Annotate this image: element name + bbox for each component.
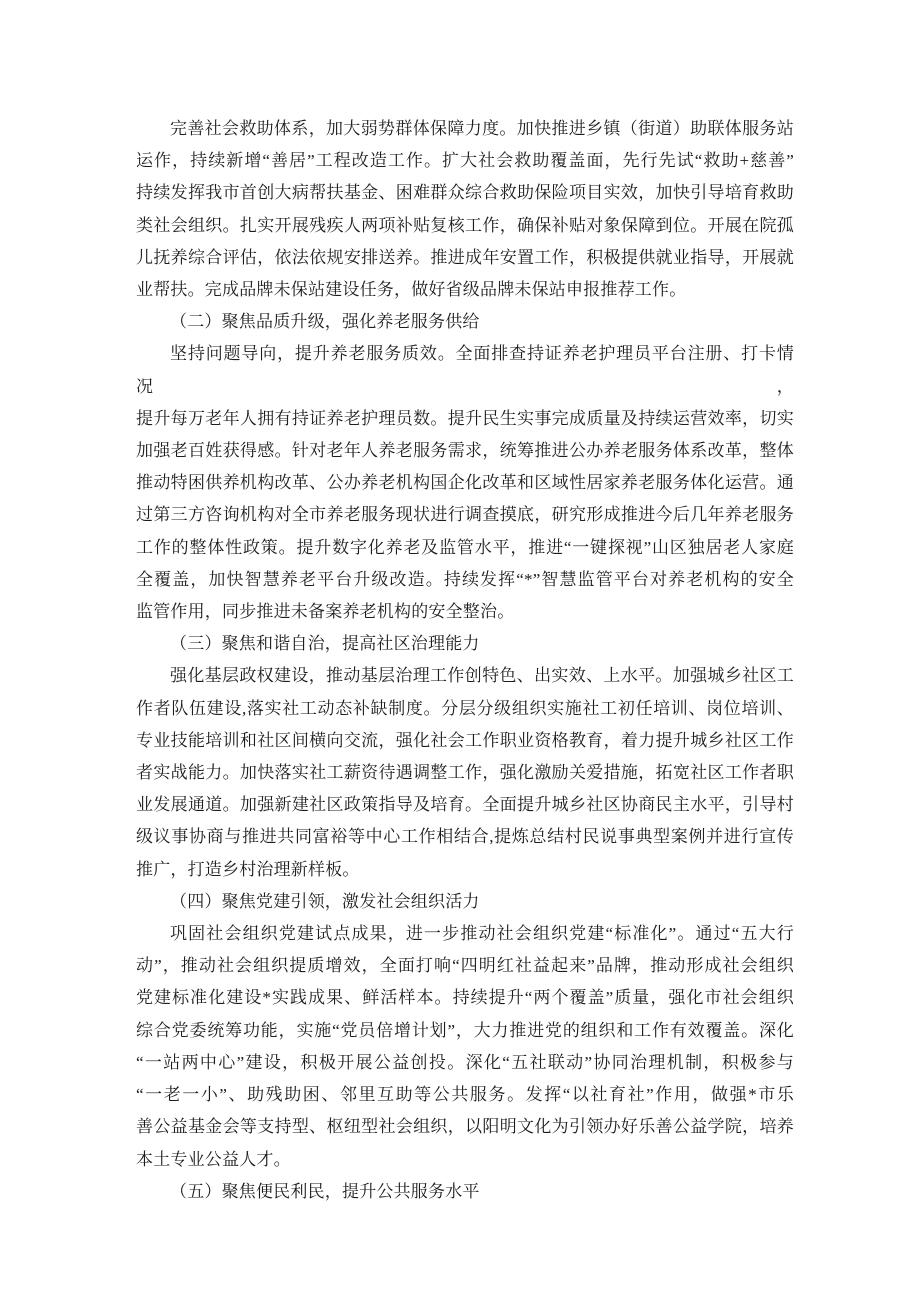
paragraph-line: 完善社会救助体系，加大弱势群体保障力度。加快推进乡镇（街道）助联体服务站	[170, 119, 794, 138]
paragraph-line: 加强老百姓获得感。针对老年人养老服务需求，统筹推进公办养老服务体系改革，整体	[136, 441, 794, 461]
paragraph-line: 监管作用，同步推进未备案养老机构的安全整治。	[136, 602, 515, 622]
paragraph	[136, 660, 794, 885]
section-heading-5: （五）聚焦便民利民，提升公共服务水平	[170, 1181, 480, 1201]
paragraph-line: 者实战能力。加快落实社工薪资待遇调整工作，强化激励关爱措施，拓宽社区工作者职	[136, 763, 794, 783]
paragraph-line: 善公益基金会等支持型、枢纽型社会组织，以阳明文化为引领办好乐善公益学院，培养	[136, 1117, 794, 1137]
paragraph-line: 提升每万老年人拥有持证养老护理员数。提升民生实事完成质量及持续运营效率，切实	[136, 408, 794, 428]
paragraph-line: 工作的整体性政策。提升数字化养老及监管水平，推进“一键探视”山区独居老人家庭	[136, 537, 794, 557]
paragraph-line: 作者队伍建设,落实社工动态补缺制度。分层分级组织实施社工初任培训、岗位培训、	[136, 698, 794, 718]
paragraph	[136, 113, 794, 306]
section-heading-2: （二）聚焦品质升级，强化养老服务供给	[170, 312, 480, 332]
paragraph-line: 持续发挥我市首创大病帮扶基金、困难群众综合救助保险项目实效，加快引导培育救助	[136, 183, 794, 203]
paragraph-line: 专业技能培训和社区间横向交流，强化社会工作职业资格教育，着力提升城乡社区工作	[136, 730, 794, 750]
paragraph-line: 巩固社会组织党建试点成果，进一步推动社会组织党建“标准化”。通过“五大行	[170, 924, 794, 944]
paragraph	[136, 918, 794, 1176]
paragraph-line: 党建标准化建设*实践成果、鲜活样本。持续提升“两个覆盖”质量，强化市社会组织	[136, 988, 794, 1008]
paragraph-line: 推广，打造乡村治理新样板。	[136, 859, 360, 879]
paragraph-line: 综合党委统筹功能，实施“党员倍增计划”，大力推进党的组织和工作有效覆盖。深化	[136, 1020, 794, 1040]
paragraph-line: 儿抚养综合评估，依法依规安排送养。推进成年安置工作，积极提供就业指导，开展就	[136, 247, 794, 267]
paragraph-line: 业发展通道。加强新建社区政策指导及培育。全面提升城乡社区协商民主水平，引导村	[136, 795, 794, 815]
paragraph-line: “一站两中心”建设，积极开展公益创投。深化“五社联动”协同治理机制，积极参与	[136, 1052, 794, 1072]
section-heading-3: （三）聚焦和谐自治，提高社区治理能力	[170, 634, 480, 654]
paragraph-line: “一老一小”、助残助困、邻里互助等公共服务。发挥“以社育社”作用，做强*市乐	[136, 1085, 794, 1105]
paragraph-line: 本土专业公益人才。	[136, 1149, 291, 1169]
paragraph-line: 坚持问题导向，提升养老服务质效。全面排查持证养老护理员平台注册、打卡情况，	[136, 344, 794, 396]
paragraph	[136, 338, 794, 628]
paragraph-line: 推动特困供养机构改革、公办养老机构国企化改革和区域性居家养老服务体化运营。通	[136, 473, 794, 493]
section-heading-4: （四）聚焦党建引领，激发社会组织活力	[170, 891, 480, 911]
document-text-block	[136, 113, 794, 1208]
paragraph-line: 过第三方咨询机构对全市养老服务现状进行调查摸底，研究形成推进今后几年养老服务	[136, 505, 794, 525]
paragraph-line: 业帮扶。完成品牌未保站建设任务，做好省级品牌未保站申报推荐工作。	[136, 280, 687, 300]
paragraph-line: 动”，推动社会组织提质增效，全面打响“四明红社益起来”品牌，推动形成社会组织	[136, 956, 794, 976]
paragraph-line: 级议事协商与推进共同富裕等中心工作相结合,提炼总结村民说事典型案例并进行宣传	[136, 827, 794, 847]
paragraph-line: 类社会组织。扎实开展残疾人两项补贴复核工作，确保补贴对象保障到位。开展在院孤	[136, 215, 794, 235]
paragraph-line: 运作，持续新增“善居”工程改造工作。扩大社会救助覆盖面，先行先试“救助+慈善”	[136, 151, 794, 171]
paragraph-line: 全覆盖，加快智慧养老平台升级改造。持续发挥“*”智慧监管平台对养老机构的安全	[136, 569, 794, 589]
paragraph-line: 强化基层政权建设，推动基层治理工作创特色、出实效、上水平。加强城乡社区工	[170, 666, 794, 686]
